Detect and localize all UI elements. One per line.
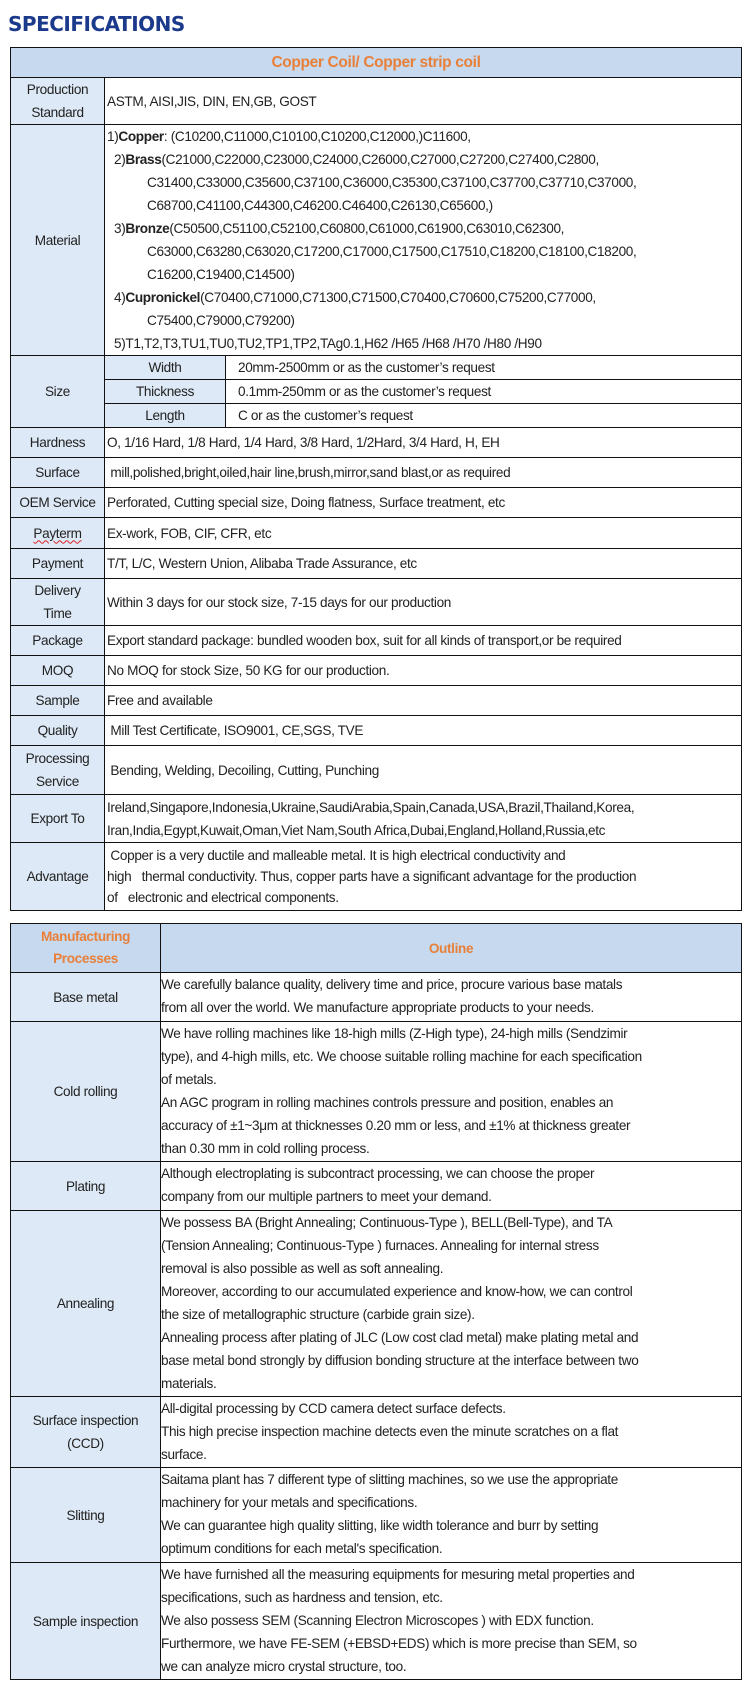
base-metal-outline — [161, 973, 742, 1022]
slitting-outline — [161, 1468, 742, 1563]
outline-text: accuracy of ±1~3μm at thicknesses 0.20 mm or less, and ±1% at thickness greater — [161, 1118, 631, 1133]
outline-text: Moreover, according to our accumulated experience and know-how, we can control — [161, 1284, 633, 1299]
material-number: 3) — [114, 221, 126, 236]
sample-value — [105, 686, 742, 716]
width-value — [226, 356, 742, 380]
material-line — [107, 240, 741, 263]
spec-row-size — [11, 404, 742, 428]
material-grades: C16200,C19400,C14500) — [147, 267, 295, 282]
payment-value — [105, 549, 742, 579]
material-grades: C31400,C33000,C35600,C37100,C36000,C35300,C37100,C37700,C37710,C37000, — [147, 175, 637, 190]
table-header-row — [11, 924, 742, 973]
moq-label — [11, 656, 105, 686]
value-text: Free and available — [107, 693, 213, 708]
advantage-value — [105, 843, 742, 911]
payment-label — [11, 549, 105, 579]
material-line — [107, 217, 741, 240]
hardness-label — [11, 428, 105, 458]
outline-text: removal is also possible as well as soft annealing. — [161, 1261, 444, 1276]
export-to-label — [11, 795, 105, 843]
outline-text: optimum conditions for each metal's specification. — [161, 1541, 443, 1556]
advantage-label — [11, 843, 105, 911]
label-text: Slitting — [66, 1507, 105, 1523]
sample-inspection-outline — [161, 1563, 742, 1680]
outline-text: machinery for your metals and specifications. — [161, 1495, 418, 1510]
outline-text: we can analyze micro crystal structure, too. — [161, 1659, 407, 1674]
value-text: Ireland,Singapore,Indonesia,Ukraine,SaudiArabia,Spain,Canada,USA,Brazil,Thailand,Korea, — [107, 799, 635, 815]
length-label: Length — [105, 404, 226, 428]
outline-text: Saitama plant has 7 different type of slitting machines, so we use the appropriate — [161, 1472, 618, 1487]
label-text: Annealing — [56, 1296, 115, 1311]
process-row-plating — [11, 1162, 742, 1211]
material-category: Cupronickel — [125, 290, 201, 305]
label-text: Cold rolling — [53, 1084, 118, 1099]
material-grades: : (C10200,C11000,C10100,C10200,C12000,)C11600, — [163, 129, 471, 144]
package-label — [11, 626, 105, 656]
outline-text: This high precise inspection machine detects even the minute scratches on a flat — [161, 1424, 619, 1439]
value-text: No MOQ for stock Size, 50 KG for our production. — [107, 663, 390, 678]
label-text: Hardness — [29, 435, 86, 450]
outline-text: than 0.30 mm in cold rolling process. — [161, 1141, 370, 1156]
material-line — [107, 309, 741, 332]
value-text: Ex-work, FOB, CIF, CFR, etc — [107, 525, 272, 541]
material-grades: (C50500,C51100,C52100,C60800,C61000,C61900,C63010,C62300, — [169, 221, 565, 236]
value-text: Within 3 days for our stock size, 7-15 days for our production — [107, 594, 451, 610]
label-text: Processing — [25, 751, 90, 766]
spec-row-advantage — [11, 843, 742, 911]
label-text: MOQ — [41, 663, 74, 678]
material-label — [11, 125, 105, 356]
oem-service-value — [105, 488, 742, 518]
surface-inspection-ccd-label — [11, 1397, 161, 1468]
hardness-value — [105, 428, 742, 458]
payterm-value — [105, 518, 742, 549]
value-text: C or as the customer’s request — [238, 408, 413, 423]
thickness-value — [226, 380, 742, 404]
outline-text: We have rolling machines like 18-high mills (Z-High type), 24-high mills (Sendzimir — [161, 1026, 628, 1041]
material-line — [107, 194, 741, 217]
outline-text: We possess BA (Bright Annealing; Continuous-Type ), BELL(Bell-Type), and TA — [161, 1215, 613, 1230]
material-line — [107, 148, 741, 171]
spec-row-payterm — [11, 518, 742, 549]
material-number: 5) — [114, 336, 126, 351]
label-text: (CCD) — [67, 1436, 104, 1451]
value-text: Bending, Welding, Decoiling, Cutting, Punching — [107, 762, 379, 778]
page-title: SPECIFICATIONS — [8, 12, 185, 36]
value-text: Export standard package: bundled wooden box, suit for all kinds of transport,or be required — [107, 633, 622, 648]
process-row-annealing — [11, 1211, 742, 1397]
process-row-cold-rolling — [11, 1022, 742, 1162]
payterm-label — [11, 518, 105, 549]
value-text: Iran,India,Egypt,Kuwait,Oman,Viet Nam,South Africa,Dubai,England,Holland,Russia,etc — [107, 822, 606, 838]
label-text: Payment — [31, 556, 84, 571]
spec-row-size — [11, 356, 742, 380]
outline-text: We carefully balance quality, delivery time and price, procure various base matals — [161, 977, 623, 992]
surface-value — [105, 458, 742, 488]
label-text: Quality — [37, 723, 78, 738]
label-text: Sample inspection — [32, 1613, 139, 1629]
label-text: Standard — [31, 105, 84, 120]
value-text: of electronic and electrical components. — [107, 890, 339, 905]
value-text: T/T, L/C, Western Union, Alibaba Trade Assurance, etc — [107, 556, 417, 571]
spec-row-delivery-time — [11, 579, 742, 626]
delivery-time-value — [105, 579, 742, 626]
label-text: Base metal — [53, 989, 118, 1005]
value-text: O, 1/16 Hard, 1/8 Hard, 1/4 Hard, 3/8 Hard, 1/2Hard, 3/4 Hard, H, EH — [107, 435, 500, 450]
label-text: Sample — [35, 693, 80, 708]
spec-row-payment — [11, 549, 742, 579]
outline-text: type), and 4-high mills, etc. We choose suitable rolling machine for each specification — [161, 1049, 642, 1064]
process-row-sample-inspection — [11, 1563, 742, 1680]
material-value — [105, 125, 742, 356]
outline-text: of metals. — [161, 1072, 217, 1087]
slitting-label — [11, 1468, 161, 1563]
outline-text: An AGC program in rolling machines controls pressure and position, enables an — [161, 1095, 614, 1110]
sample-label — [11, 686, 105, 716]
delivery-time-label — [11, 579, 105, 626]
surface-label — [11, 458, 105, 488]
value-text: Perforated, Cutting special size, Doing flatness, Surface treatment, etc — [107, 495, 505, 510]
outline-text: the size of metallographic structure (carbide grain size). — [161, 1307, 475, 1322]
material-grades: C63000,C63280,C63020,C17200,C17000,C17500,C17510,C18200,C18100,C18200, — [147, 244, 637, 259]
surface-inspection-ccd-outline — [161, 1397, 742, 1468]
value-text: Mill Test Certificate, ISO9001, CE,SGS, TVE — [107, 723, 364, 738]
processing-service-label — [11, 746, 105, 795]
label-text: OEM Service — [19, 495, 96, 510]
value-text: ASTM, AISI,JIS, DIN, EN,GB, GOST — [107, 93, 317, 109]
value-text: 20mm-2500mm or as the customer’s request — [238, 360, 495, 375]
spec-row-sample — [11, 686, 742, 716]
label-text: Production — [26, 82, 89, 97]
outline-text: We can guarantee high quality slitting, like width tolerance and burr by setting — [161, 1518, 599, 1533]
export-to-value — [105, 795, 742, 843]
label-text: Surface — [35, 465, 80, 480]
material-grades: (C70400,C71000,C71300,C71500,C70400,C70600,C75200,C77000, — [200, 290, 596, 305]
spec-row-surface — [11, 458, 742, 488]
header-manufacturing-processes — [11, 924, 161, 973]
outline-text: All-digital processing by CCD camera detect surface defects. — [161, 1401, 506, 1416]
label-text: Plating — [65, 1178, 106, 1194]
process-row-base-metal — [11, 973, 742, 1022]
length-value — [226, 404, 742, 428]
spec-row-moq — [11, 656, 742, 686]
value-text: mill,polished,bright,oiled,hair line,brush,mirror,sand blast,or as required — [107, 465, 511, 480]
cold-rolling-label — [11, 1022, 161, 1162]
quality-value — [105, 716, 742, 746]
label-text: Size — [44, 384, 71, 399]
moq-value — [105, 656, 742, 686]
processing-service-value — [105, 746, 742, 795]
cold-rolling-outline — [161, 1022, 742, 1162]
oem-service-label — [11, 488, 105, 518]
material-category: Brass — [125, 152, 162, 167]
material-grades: (C21000,C22000,C23000,C24000,C26000,C27000,C27200,C27400,C2800, — [161, 152, 599, 167]
outline-text: base metal bond strongly by diffusion bonding structure at the interface between two — [161, 1353, 639, 1368]
outline-text: Although electroplating is subcontract processing, we can choose the proper — [161, 1166, 595, 1181]
outline-text: company from our multiple partners to meet your demand. — [161, 1189, 492, 1204]
spec-row-hardness — [11, 428, 742, 458]
outline-text: materials. — [161, 1376, 217, 1391]
outline-text: Furthermore, we have FE-SEM (+EBSD+EDS) which is more precise than SEM, so — [161, 1636, 637, 1651]
material-line — [107, 332, 741, 355]
spec-row-material — [11, 125, 742, 356]
material-grades: C68700,C41100,C44300,C46200.C46400,C26130,C65600,) — [147, 198, 493, 213]
material-number: 1) — [107, 129, 119, 144]
thickness-label: Thickness — [105, 380, 226, 404]
header-text: Processes — [53, 951, 118, 966]
spec-row-production-standard — [11, 78, 742, 125]
outline-text: We have furnished all the measuring equipments for mesuring metal properties and — [161, 1567, 635, 1582]
process-row-surface-inspection-ccd — [11, 1397, 742, 1468]
material-line — [107, 286, 741, 309]
label-text: Service — [36, 774, 79, 789]
label-text: Export To — [30, 811, 85, 826]
specifications-table — [10, 47, 742, 911]
outline-text: (Tension Annealing; Continuous-Type ) furnaces. Annealing for internal stress — [161, 1238, 599, 1253]
outline-text: from all over the world. We manufacture appropriate products to your needs. — [161, 1000, 594, 1015]
width-label: Width — [105, 356, 226, 380]
label-text: Payterm — [33, 525, 82, 541]
spec-row-export-to — [11, 795, 742, 843]
outline-text: We also possess SEM (Scanning Electron Microscopes ) with EDX function. — [161, 1613, 594, 1628]
outline-text: surface. — [161, 1447, 207, 1462]
material-grades: C75400,C79000,C79200) — [147, 313, 295, 328]
label-text: Time — [43, 606, 72, 621]
label-text: Material — [34, 232, 81, 248]
material-number: 4) — [114, 290, 126, 305]
label-text: Advantage — [26, 869, 89, 884]
material-line — [107, 171, 741, 194]
material-category: Bronze — [125, 221, 170, 236]
label-text: Surface inspection — [32, 1413, 139, 1428]
sample-inspection-label — [11, 1563, 161, 1680]
outline-text: Annealing process after plating of JLC (Low cost clad metal) make plating metal and — [161, 1330, 639, 1345]
spec-row-quality — [11, 716, 742, 746]
manufacturing-processes-table — [10, 923, 742, 1680]
package-value — [105, 626, 742, 656]
annealing-outline — [161, 1211, 742, 1397]
table-header-row — [11, 48, 742, 78]
spec-row-package — [11, 626, 742, 656]
value-text: 0.1mm-250mm or as the customer’s request — [238, 384, 491, 399]
spec-row-size — [11, 380, 742, 404]
material-number: 2) — [114, 152, 126, 167]
label-text: Delivery — [34, 583, 81, 598]
plating-label — [11, 1162, 161, 1211]
header-outline: Outline — [161, 924, 742, 973]
spec-row-processing-service — [11, 746, 742, 795]
base-metal-label — [11, 973, 161, 1022]
header-text: Manufacturing — [40, 929, 131, 944]
size-label — [11, 356, 105, 428]
material-line — [107, 125, 741, 148]
material-line — [107, 263, 741, 286]
outline-text: specifications, such as hardness and tension, etc. — [161, 1590, 443, 1605]
production-standard-label — [11, 78, 105, 125]
label-text: Package — [32, 633, 83, 648]
spec-row-oem-service — [11, 488, 742, 518]
annealing-label — [11, 1211, 161, 1397]
value-text: Copper is a very ductile and malleable metal. It is high electrical conductivity and — [107, 848, 566, 863]
material-category: Copper — [118, 129, 164, 144]
process-row-slitting — [11, 1468, 742, 1563]
plating-outline — [161, 1162, 742, 1211]
value-text: high thermal conductivity. Thus, copper parts have a significant advantage for the production — [107, 869, 637, 884]
material-grades: T1,T2,T3,TU1,TU0,TU2,TP1,TP2,TAg0.1,H62 /H65 /H68 /H70 /H80 /H90 — [125, 336, 542, 351]
production-standard-value — [105, 78, 742, 125]
quality-label — [11, 716, 105, 746]
table-header: Copper Coil/ Copper strip coil — [11, 48, 742, 78]
